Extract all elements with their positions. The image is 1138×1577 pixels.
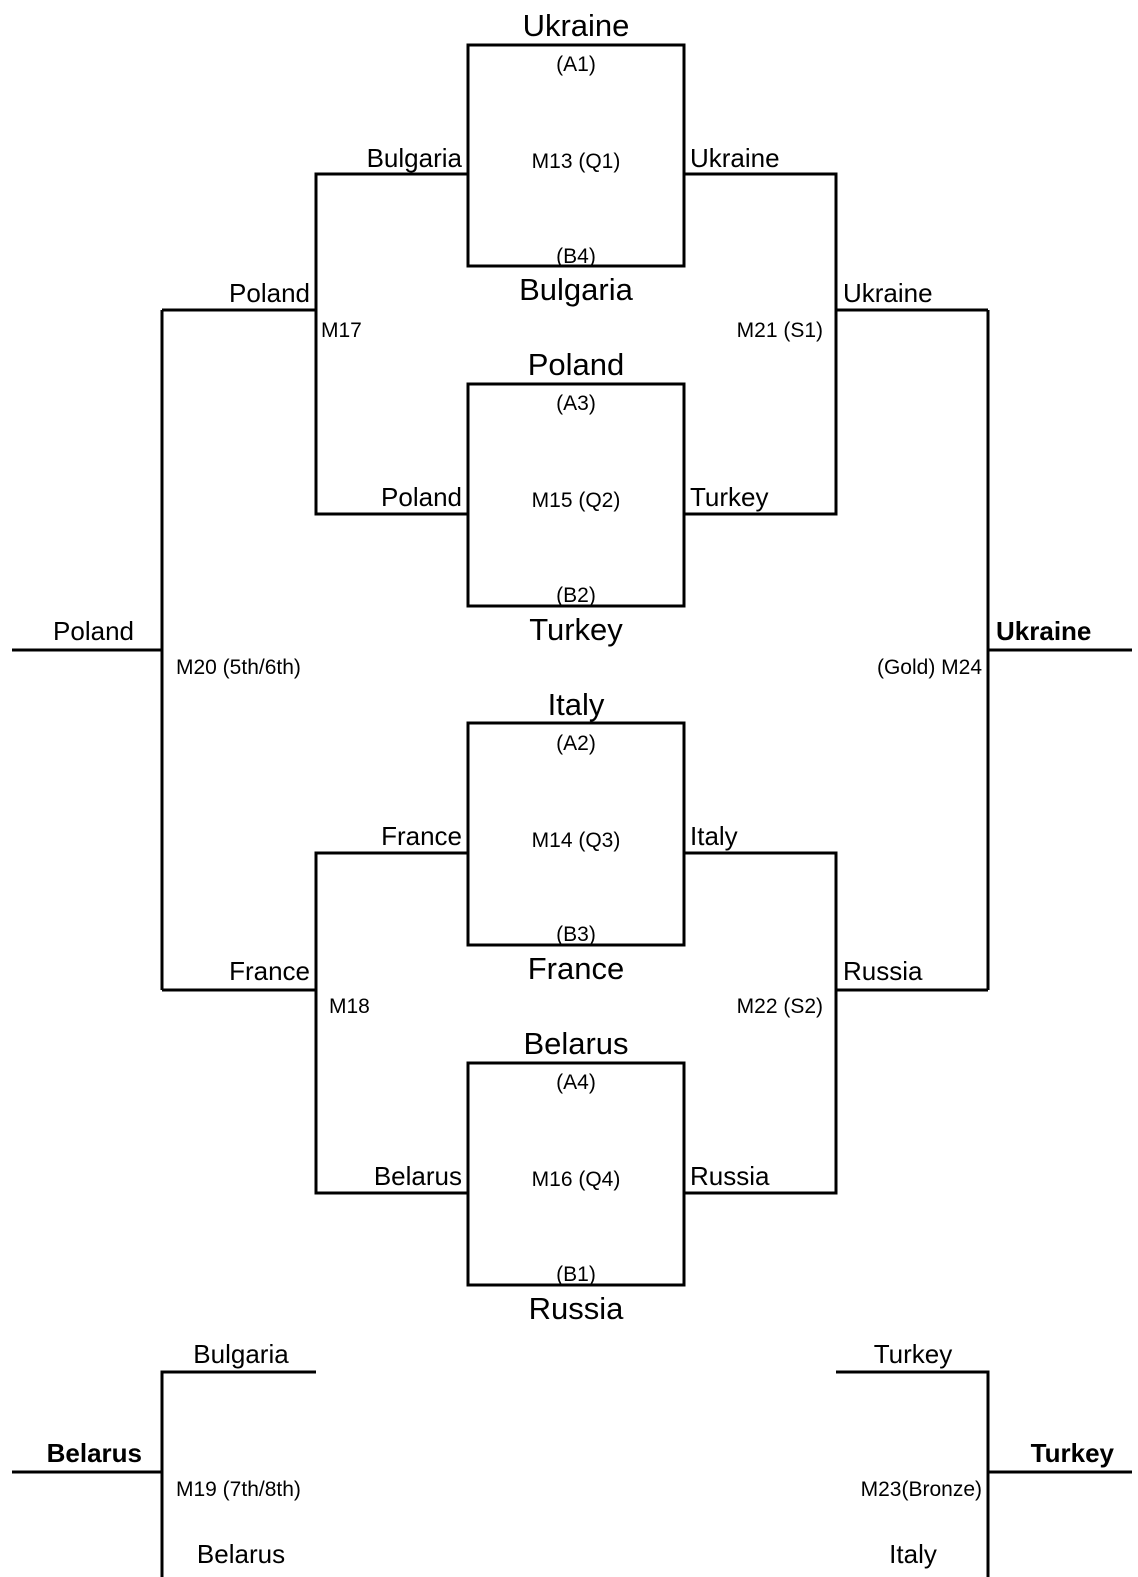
quarterfinal-q1 <box>468 8 684 307</box>
right-entry-team: Italy <box>690 821 738 851</box>
qf-top-team: Belarus <box>523 1026 629 1061</box>
match-winner: Russia <box>843 956 923 986</box>
match-m23-bronze <box>836 1339 1132 1577</box>
qf-match-label: M15 (Q2) <box>531 489 621 512</box>
match-m19 <box>12 1339 316 1577</box>
left-entry-team: Poland <box>381 482 462 512</box>
qf-bottom-team: France <box>527 951 625 986</box>
left-entry-team: Belarus <box>373 1161 462 1191</box>
match-label: M18 <box>329 995 370 1018</box>
match-label: M20 (5th/6th) <box>176 656 301 679</box>
qf-top-team: Italy <box>547 687 605 722</box>
match-label: M17 <box>321 319 362 342</box>
qf-bottom-seed: (B2) <box>556 584 596 607</box>
qf-top-team: Ukraine <box>522 8 630 43</box>
qf-top-team: Poland <box>527 347 625 382</box>
match-winner: Belarus <box>46 1438 142 1468</box>
match-winner: Ukraine <box>843 278 933 308</box>
quarterfinal-q2 <box>468 347 684 647</box>
gold-winner: Ukraine <box>996 616 1092 646</box>
qf-match-label: M14 (Q3) <box>531 829 621 852</box>
match-top-team: Turkey <box>873 1339 953 1369</box>
qf-bottom-seed: (B4) <box>556 245 596 268</box>
match-m20 <box>12 310 301 990</box>
qf-match-label: M13 (Q1) <box>531 150 621 173</box>
match-label: M21 (S1) <box>736 319 823 342</box>
qf-bottom-seed: (B1) <box>556 1263 596 1286</box>
qf-bottom-team: Russia <box>528 1291 624 1326</box>
right-entry-team: Russia <box>690 1161 770 1191</box>
qf-bottom-seed: (B3) <box>556 923 596 946</box>
qf-top-seed: (A2) <box>556 732 596 755</box>
left-entry-team: Bulgaria <box>366 143 462 173</box>
match-winner: Poland <box>229 278 310 308</box>
right-entry-team: Turkey <box>690 482 769 512</box>
right-entry-team: Ukraine <box>690 143 780 173</box>
match-label: M23(Bronze) <box>860 1478 982 1501</box>
match-label: M22 (S2) <box>736 995 823 1018</box>
match-m22 <box>684 821 988 1193</box>
qf-bottom-team: Turkey <box>529 612 623 647</box>
left-entry-team: France <box>381 821 462 851</box>
qf-match-label: M16 (Q4) <box>531 1168 621 1191</box>
quarterfinal-q4 <box>468 1026 684 1326</box>
match-m21 <box>684 143 988 514</box>
match-m24-gold <box>877 310 1132 990</box>
match-label: (Gold) M24 <box>876 656 982 679</box>
match-label: M19 (7th/8th) <box>176 1478 301 1501</box>
qf-top-seed: (A1) <box>556 53 596 76</box>
match-m18 <box>162 821 468 1193</box>
match-winner: Poland <box>53 616 134 646</box>
quarterfinal-q3 <box>468 687 684 986</box>
qf-bottom-team: Bulgaria <box>519 272 633 307</box>
match-bottom-team: Italy <box>889 1539 937 1569</box>
match-winner: France <box>229 956 310 986</box>
match-bottom-team: Belarus <box>196 1539 286 1569</box>
bronze-winner: Turkey <box>1030 1438 1114 1468</box>
qf-top-seed: (A3) <box>556 392 596 415</box>
qf-top-seed: (A4) <box>556 1071 596 1094</box>
match-m17 <box>162 143 468 514</box>
match-top-team: Bulgaria <box>193 1339 289 1369</box>
